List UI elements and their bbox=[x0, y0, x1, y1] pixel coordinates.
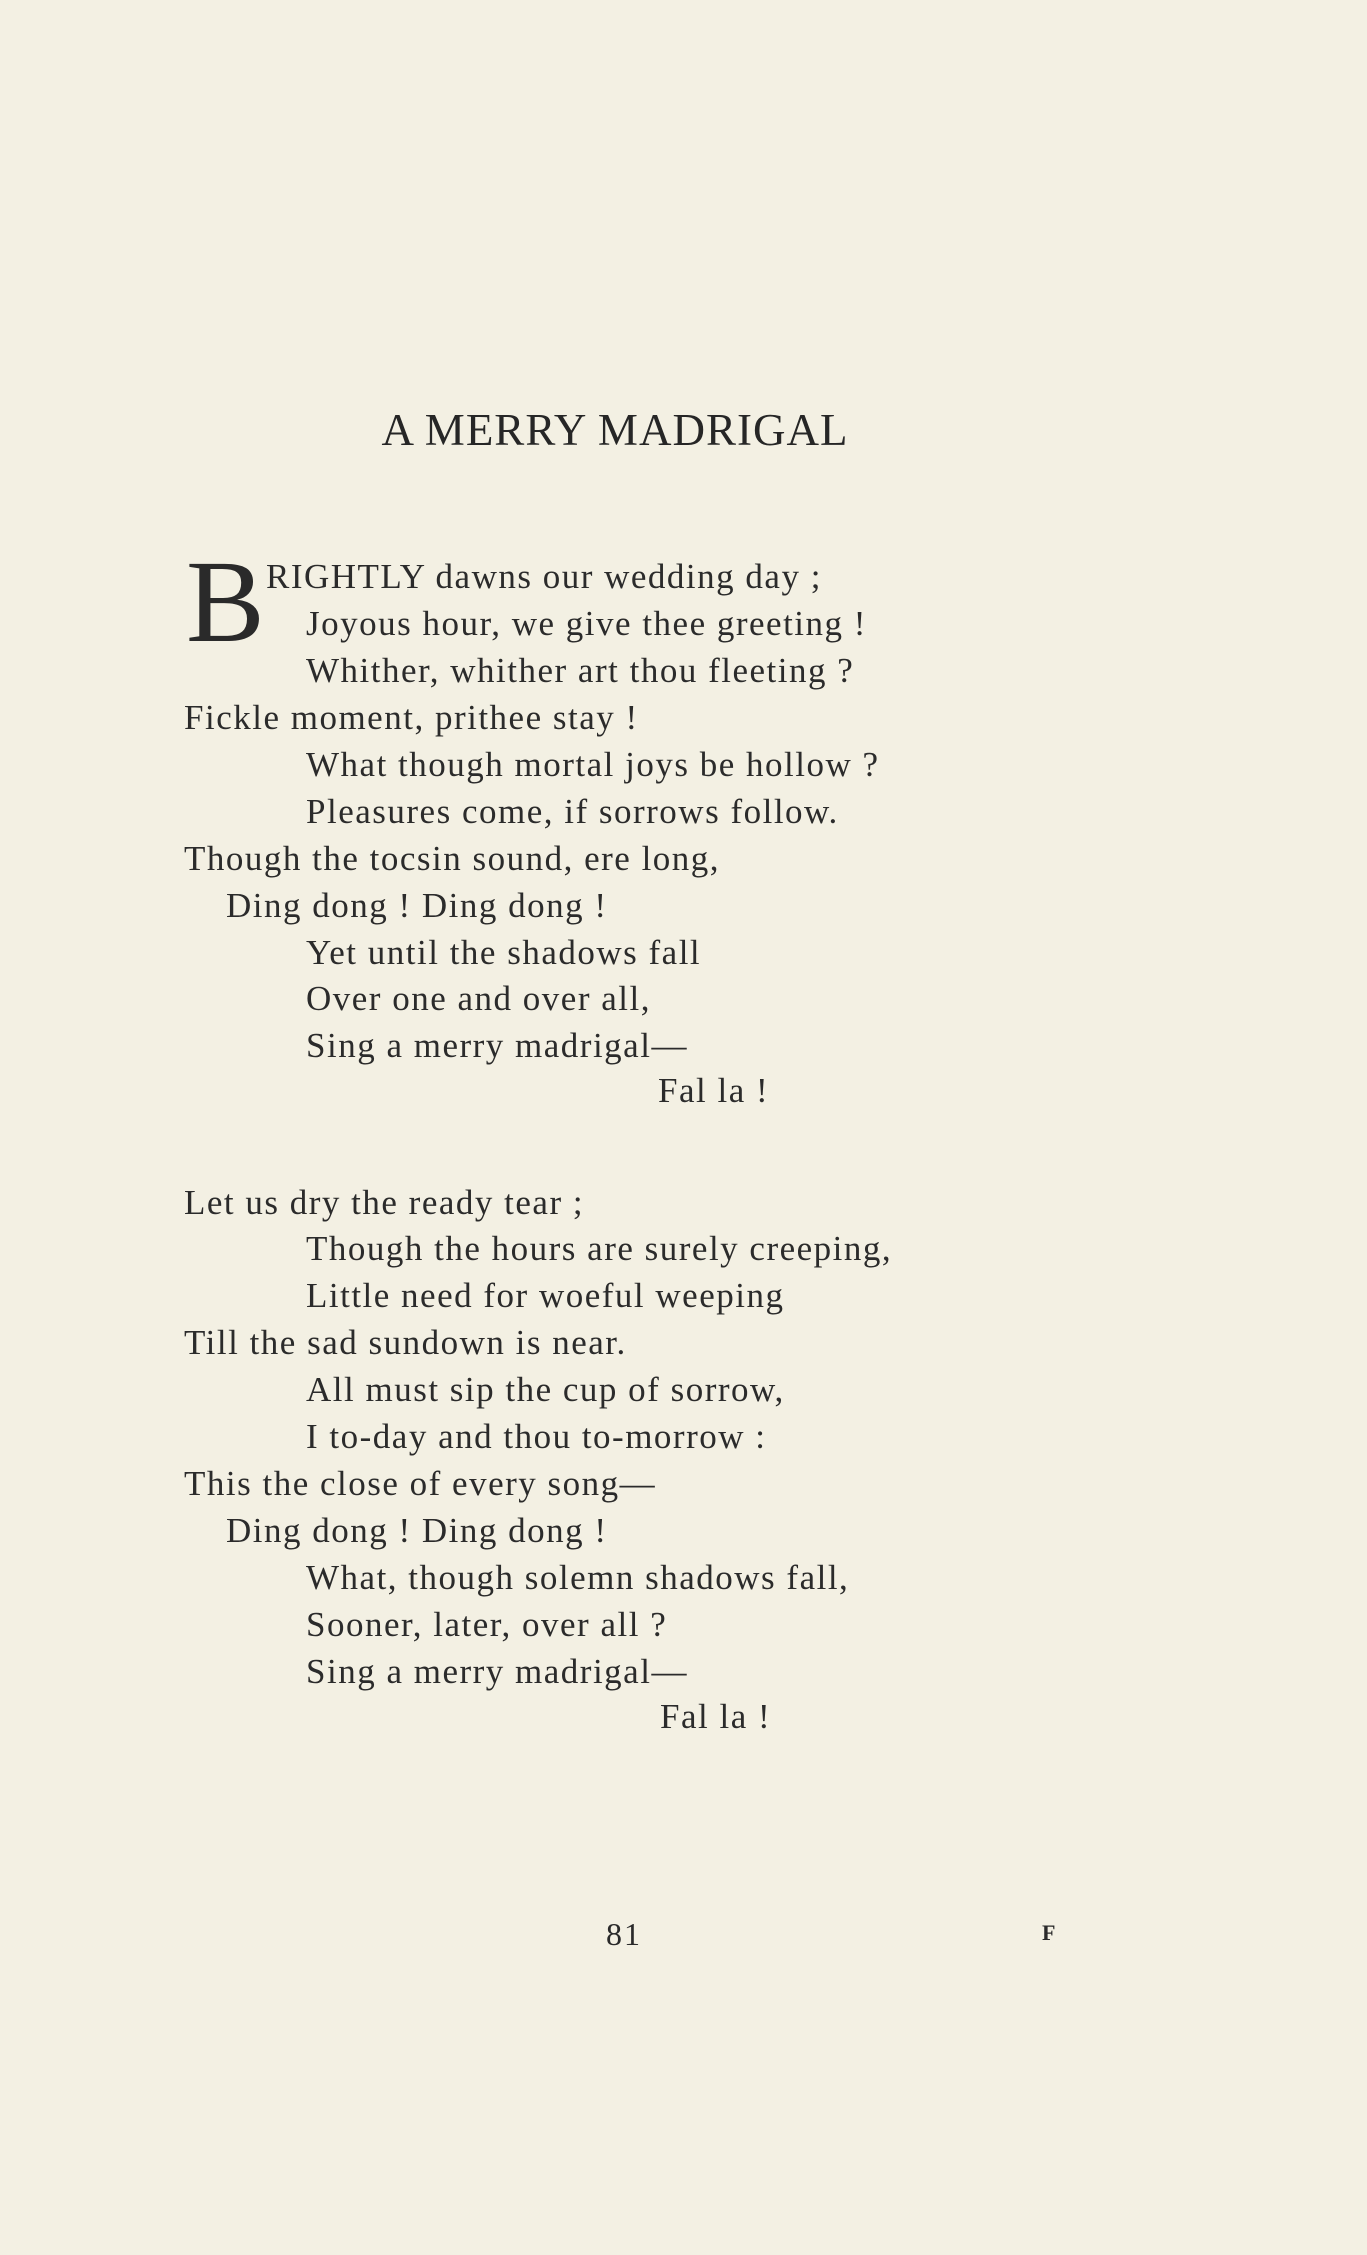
verse-line: Though the hours are surely creeping, bbox=[306, 1229, 893, 1268]
verse-line: Little need for woeful weeping bbox=[306, 1276, 785, 1315]
verse-line: Sing a merry madrigal— bbox=[306, 1026, 688, 1065]
verse-line: Fickle moment, prithee stay ! bbox=[184, 698, 639, 737]
verse-line: What though mortal joys be hollow ? bbox=[306, 745, 880, 784]
verse-line: What, though solemn shadows fall, bbox=[306, 1558, 850, 1597]
verse-line: Pleasures come, if sorrows follow. bbox=[306, 792, 839, 831]
verse-line: Till the sad sundown is near. bbox=[184, 1323, 627, 1362]
verse-line: Sooner, later, over all ? bbox=[306, 1605, 668, 1644]
verse-line: Ding dong ! Ding dong ! bbox=[226, 1511, 608, 1550]
verse-line: RIGHTLY dawns our wedding day ; bbox=[266, 557, 822, 596]
drop-cap: B bbox=[186, 536, 265, 667]
verse-line: Let us dry the ready tear ; bbox=[184, 1183, 585, 1222]
verse-line: Though the tocsin sound, ere long, bbox=[184, 839, 721, 878]
verse-line: Over one and over all, bbox=[306, 979, 651, 1018]
page-number: 81 bbox=[606, 1916, 642, 1952]
refrain-line: Fal la ! bbox=[658, 1071, 770, 1110]
verse-line: Sing a merry madrigal— bbox=[306, 1652, 688, 1691]
verse-line: Ding dong ! Ding dong ! bbox=[226, 886, 608, 925]
verse-line: Whither, whither art thou fleeting ? bbox=[306, 651, 855, 690]
refrain-line: Fal la ! bbox=[660, 1697, 772, 1736]
verse-line: Yet until the shadows fall bbox=[306, 933, 702, 972]
verse-line: All must sip the cup of sorrow, bbox=[306, 1370, 785, 1409]
verse-line: Joyous hour, we give thee greeting ! bbox=[306, 604, 867, 643]
poem-title: A MERRY MADRIGAL bbox=[381, 405, 849, 455]
verse-line: I to-day and thou to-morrow : bbox=[306, 1417, 767, 1456]
verse-line: This the close of every song— bbox=[184, 1464, 657, 1503]
signature-mark: F bbox=[1042, 1920, 1056, 1945]
